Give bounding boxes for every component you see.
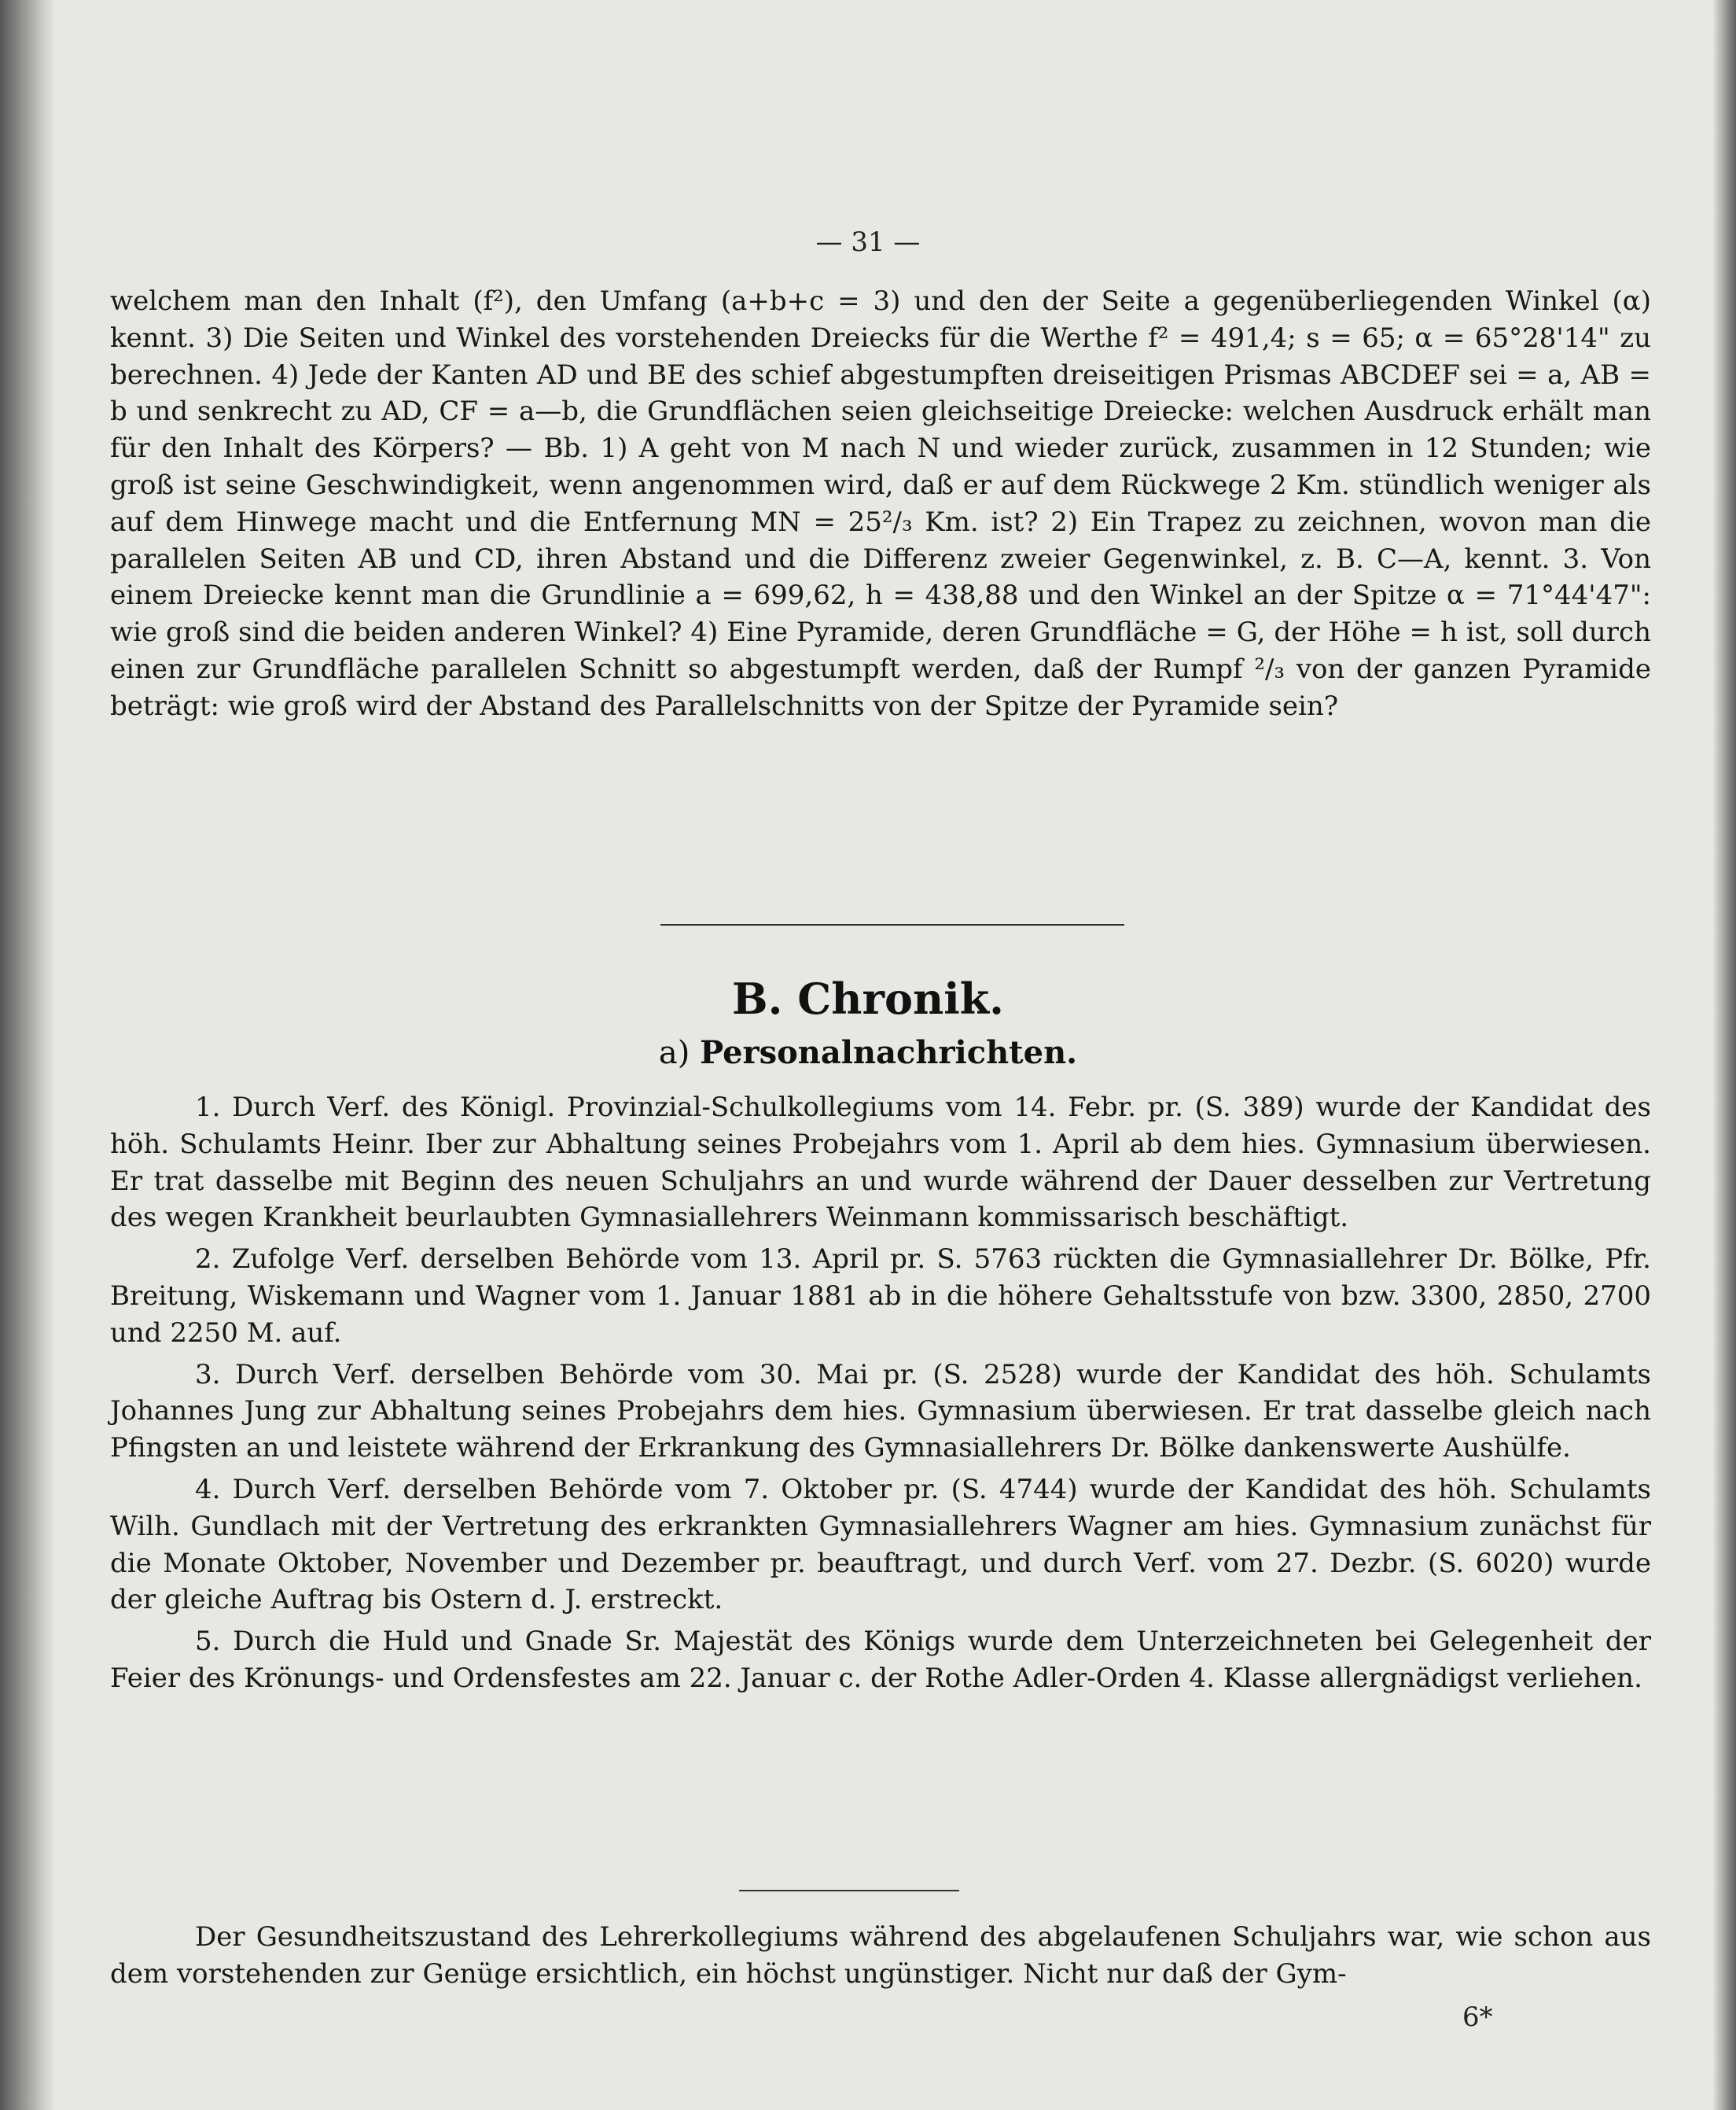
list-item: 3. Durch Verf. derselben Behörde vom 30. Mai pr. (S. 2528) wurde der Kandidat des höh. Schulamts Johannes Jung zur Abhaltung seines Probejahrs dem hies. Gymnasium überwiesen. Er trat dasselbe gleich nach Pfingsten an und leistete während der Erkrankung des Gymnasiallehrers Dr. Bölke dankenswerte Aushülfe.: [110, 1358, 1651, 1464]
list-item: 1. Durch Verf. des Königl. Provinzial-Schulkollegiums vom 14. Febr. pr. (S. 389) wurde der Kandidat des höh. Schulamts Heinr. Iber zur Abhaltung seines Probejahrs vom 1. April ab dem hies. Gymnasium überwiesen. Er trat dasselbe mit Beginn des neuen Schuljahrs an und wurde während der Dauer desselben zur Vertretung des wegen Krankheit beurlaubten Gymnasiallehrers Weinmann kommissarisch beschäftigt.: [110, 1092, 1651, 1234]
personnel-news-list: [110, 1089, 1651, 1702]
list-item: 4. Durch Verf. derselben Behörde vom 7. Oktober pr. (S. 4744) wurde der Kandidat des höh. Schulamts Wilh. Gundlach mit der Vertretung des erkrankten Gymnasiallehrers Wagner am hies. Gymnasium zunächst für die Monate Oktober, November und Dezember pr. beauftragt, und durch Verf. vom 27. Dezbr. (S. 6020) wurde der gleiche Auftrag bis Ostern d. J. erstreckt.: [110, 1473, 1651, 1616]
section-divider: [660, 924, 1124, 926]
closing-paragraph: Der Gesundheitszustand des Lehrerkollegiums während des abgelaufenen Schuljahrs war, wie schon aus dem vorstehenden zur Genüge ersichtlich, ein höchst ungünstiger. Nicht nur daß der Gym-: [110, 1921, 1651, 1990]
exercise-paragraph: welchem man den Inhalt (f²), den Umfang (a+b+c = 3) und den der Seite a gegenüberliegenden Winkel (α) kennt. 3) Die Seiten und Winkel des vorstehenden Dreiecks für die Werthe f² = 491,4; s = 65; α = 65°28'14" zu berechnen. 4) Jede der Kanten AD und BE des schief abgestumpften dreiseitigen Prismas ABCDEF sei = a, AB = b und senkrecht zu AD, CF = a—b, die Grundflächen seien gleichseitige Dreiecke: welchen Ausdruck erhält man für den Inhalt des Körpers? — Bb. 1) A geht von M nach N und wieder zurück, zusammen in 12 Stunden; wie groß ist seine Geschwindigkeit, wenn angenommen wird, daß er auf dem Rückwege 2 Km. stündlich weniger als auf dem Hinwege macht und die Entfernung MN = 25²/₃ Km. ist? 2) Ein Trapez zu zeichnen, wovon man die parallelen Seiten AB und CD, ihren Abstand und die Differenz zweier Gegenwinkel, z. B. C—A, kennt. 3. Von einem Dreiecke kennt man die Grundlinie a = 699,62, h = 438,88 und den Winkel an der Spitze α = 71°44'47": wie groß sind die beiden anderen Winkel? 4) Eine Pyramide, deren Grundfläche = G, der Höhe = h ist, soll durch einen zur Grundfläche parallelen Schnitt so abgestumpft werden, daß der Rumpf ²/₃ von der ganzen Pyramide beträgt: wie groß wird der Abstand des Parallelschnitts von der Spitze der Pyramide sein?: [110, 285, 1651, 722]
short-divider: [739, 1890, 959, 1891]
subsection-prefix: a): [658, 1035, 690, 1071]
list-item: 5. Durch die Huld und Gnade Sr. Majestät des Königs wurde dem Unterzeichneten bei Gelegenheit der Feier des Krönungs- und Ordensfestes am 22. Januar c. der Rothe Adler-Orden 4. Klasse allergnädigst verliehen.: [110, 1626, 1651, 1694]
subsection-title: [0, 1034, 1736, 1071]
list-item: 2. Zufolge Verf. derselben Behörde vom 13. April pr. S. 5763 rückten die Gymnasiallehrer Dr. Bölke, Pfr. Breitung, Wiskemann und Wagner vom 1. Januar 1881 ab in die höhere Gehaltsstufe von bzw. 3300, 2850, 2700 und 2250 M. auf.: [110, 1243, 1651, 1349]
subsection-label: Personalnachrichten.: [700, 1034, 1078, 1071]
page-number: — 31 —: [815, 226, 921, 258]
signature-mark: 6*: [1462, 2001, 1493, 2033]
section-title: B. Chronik.: [732, 974, 1004, 1024]
